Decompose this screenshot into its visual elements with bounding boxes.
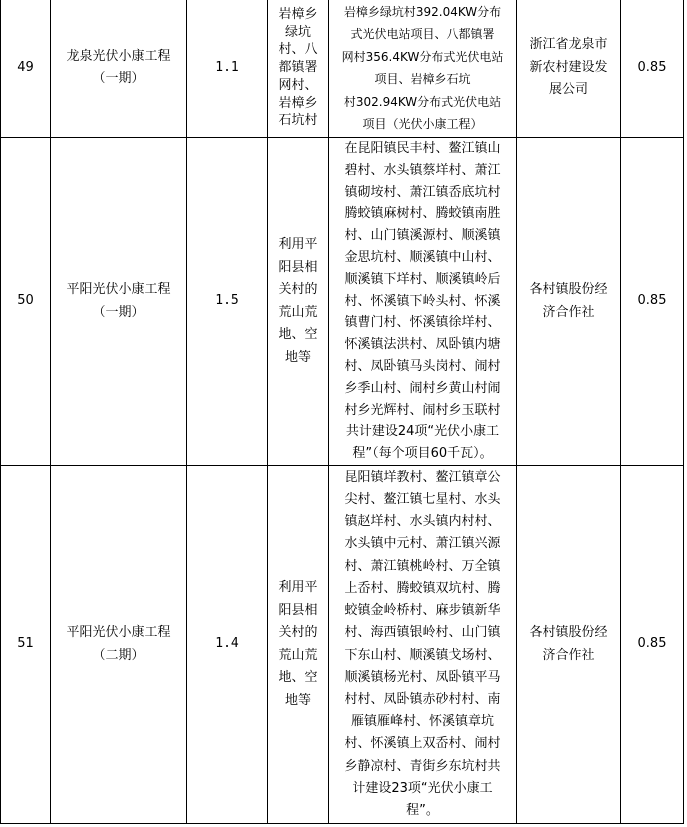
location-line: 地、空 [278,327,318,342]
location-cell [268,466,329,824]
content-line: 共计建设24项“光伏小康工 [345,424,500,440]
owner-line: 各村镇股份经 [529,625,608,640]
content-line: 项目（光伏小康工程） [362,117,483,131]
content-line: 式光伏电站项目、八都镇署 [350,27,495,41]
content-line: 村乡光辉村、闹村乡玉联村 [344,402,501,418]
location-line: 阳县相 [278,602,318,618]
content-cell [329,466,517,824]
project-name-line: 平阳光伏小康工程 [66,625,171,640]
content-line: 乡季山村、闹村乡黄山村闹 [344,380,501,396]
location-line: 绿坑 [284,24,311,40]
content-line: 顺溪镇杨光村、凤卧镇平马 [344,669,501,685]
content-line: 村302.94KW分布式光伏电站 [343,94,502,109]
location-line: 村、八 [278,42,318,58]
project-name [51,138,187,466]
location-line: 关村的 [278,625,318,640]
content-line: 上岙村、腾蛟镇双坑村、腾 [344,580,501,596]
content-line: 程”。 [406,802,439,818]
content-line: 程”（每个项目60千瓦）。 [352,446,493,462]
content-line: 雁镇雁峰村、怀溪镇章坑 [350,714,494,730]
capacity-value: 1.5 [187,138,268,466]
location-line: 岩樟乡 [278,95,318,111]
owner-line: 浙江省龙泉市 [529,37,608,53]
table-row [1,138,684,466]
content-line: 镇砌垵村、萧江镇岙底坑村 [344,184,501,200]
content-line: 水头镇中元村、萧江镇兴源 [344,536,501,552]
content-line: 村、怀溪镇上双岙村、闹村 [344,736,501,752]
content-line: 项目、岩樟乡石坑 [374,72,471,86]
location-line: 荒山荒 [278,647,318,663]
capacity-value: 1.1 [187,0,268,138]
location-line: 利用平 [278,580,318,595]
content-cell [329,138,517,466]
project-phase: （一期） [92,71,145,86]
row-number: 51 [1,466,51,824]
content-line: 村、凤卧镇马头岗村、闹村 [344,358,501,374]
content-line: 村、海西镇银岭村、山门镇 [344,625,501,641]
location-line: 利用平 [278,237,318,252]
owner-line: 展公司 [548,82,588,98]
project-phase: （一期） [92,304,145,320]
owner-cell [517,466,621,824]
content-line: 昆阳镇垟教村、鳌江镇章公 [344,469,501,485]
content-line: 在昆阳镇民丰村、鳌江镇山 [344,141,501,157]
location-line: 地、空 [278,670,318,685]
content-cell [329,0,517,138]
content-line: 镇曹门村、怀溪镇徐垟村、 [344,315,501,331]
location-line: 荒山荒 [278,304,318,320]
content-line: 尖村、鳌江镇七星村、水头 [344,492,501,508]
content-line: 村、山门镇溪源村、顺溪镇 [344,228,501,244]
content-line: 怀溪镇法洪村、凤卧镇内塘 [344,337,501,353]
content-line: 岩樟乡绿坑村392.04KW分布 [343,4,502,19]
location-line: 石坑村 [278,113,318,129]
project-name [51,0,187,138]
content-line: 蛟镇金岭桥村、麻步镇新华 [344,603,501,619]
content-line: 计建设23项“光伏小康工 [352,780,493,796]
owner-line: 济合作社 [542,304,595,320]
content-line: 腾蛟镇麻树村、腾蛟镇南胜 [344,206,501,222]
capacity-value: 1.4 [187,466,268,824]
project-name-line: 平阳光伏小康工程 [66,282,171,297]
coefficient-value: 0.85 [621,466,684,824]
owner-cell [517,0,621,138]
project-phase: （二期） [92,647,145,663]
project-name-line: 龙泉光伏小康工程 [66,48,171,64]
content-line: 乡静凉村、青街乡东坑村共 [344,758,501,774]
owner-line: 新农村建设发 [529,59,608,75]
content-line: 下东山村、顺溪镇戈场村、 [344,647,501,663]
table-row [1,466,684,824]
project-name [51,466,187,824]
location-line: 地等 [284,349,311,365]
content-line: 村村、凤卧镇赤砂村村、南 [344,691,501,707]
location-line: 阳县相 [278,259,318,275]
owner-line: 济合作社 [542,647,595,663]
location-cell [268,0,329,138]
content-line: 村、怀溪镇下岭头村、怀溪 [344,293,501,309]
coefficient-value: 0.85 [621,0,684,138]
content-line: 镇赵垟村、水头镇内村村、 [344,514,501,530]
content-line: 金思坑村、顺溪镇中山村、 [344,250,501,265]
location-line: 都镇署 [278,60,318,76]
owner-cell [517,138,621,466]
owner-line: 各村镇股份经 [529,282,608,297]
content-line: 网村356.4KW分布式光伏电站 [341,49,504,64]
location-line: 网村、 [278,77,318,93]
location-line: 地等 [284,692,311,708]
content-line: 顺溪镇下垟村、顺溪镇岭后 [344,271,501,287]
location-line: 关村的 [278,282,318,297]
row-number: 49 [1,0,51,138]
content-line: 村、萧江镇桃岭村、万全镇 [344,558,501,574]
row-number: 50 [1,138,51,466]
table-row [1,0,684,138]
location-line: 岩樟乡 [278,6,318,22]
location-cell [268,138,329,466]
content-line: 碧村、水头镇蔡垟村、萧江 [344,162,501,178]
coefficient-value: 0.85 [621,138,684,466]
